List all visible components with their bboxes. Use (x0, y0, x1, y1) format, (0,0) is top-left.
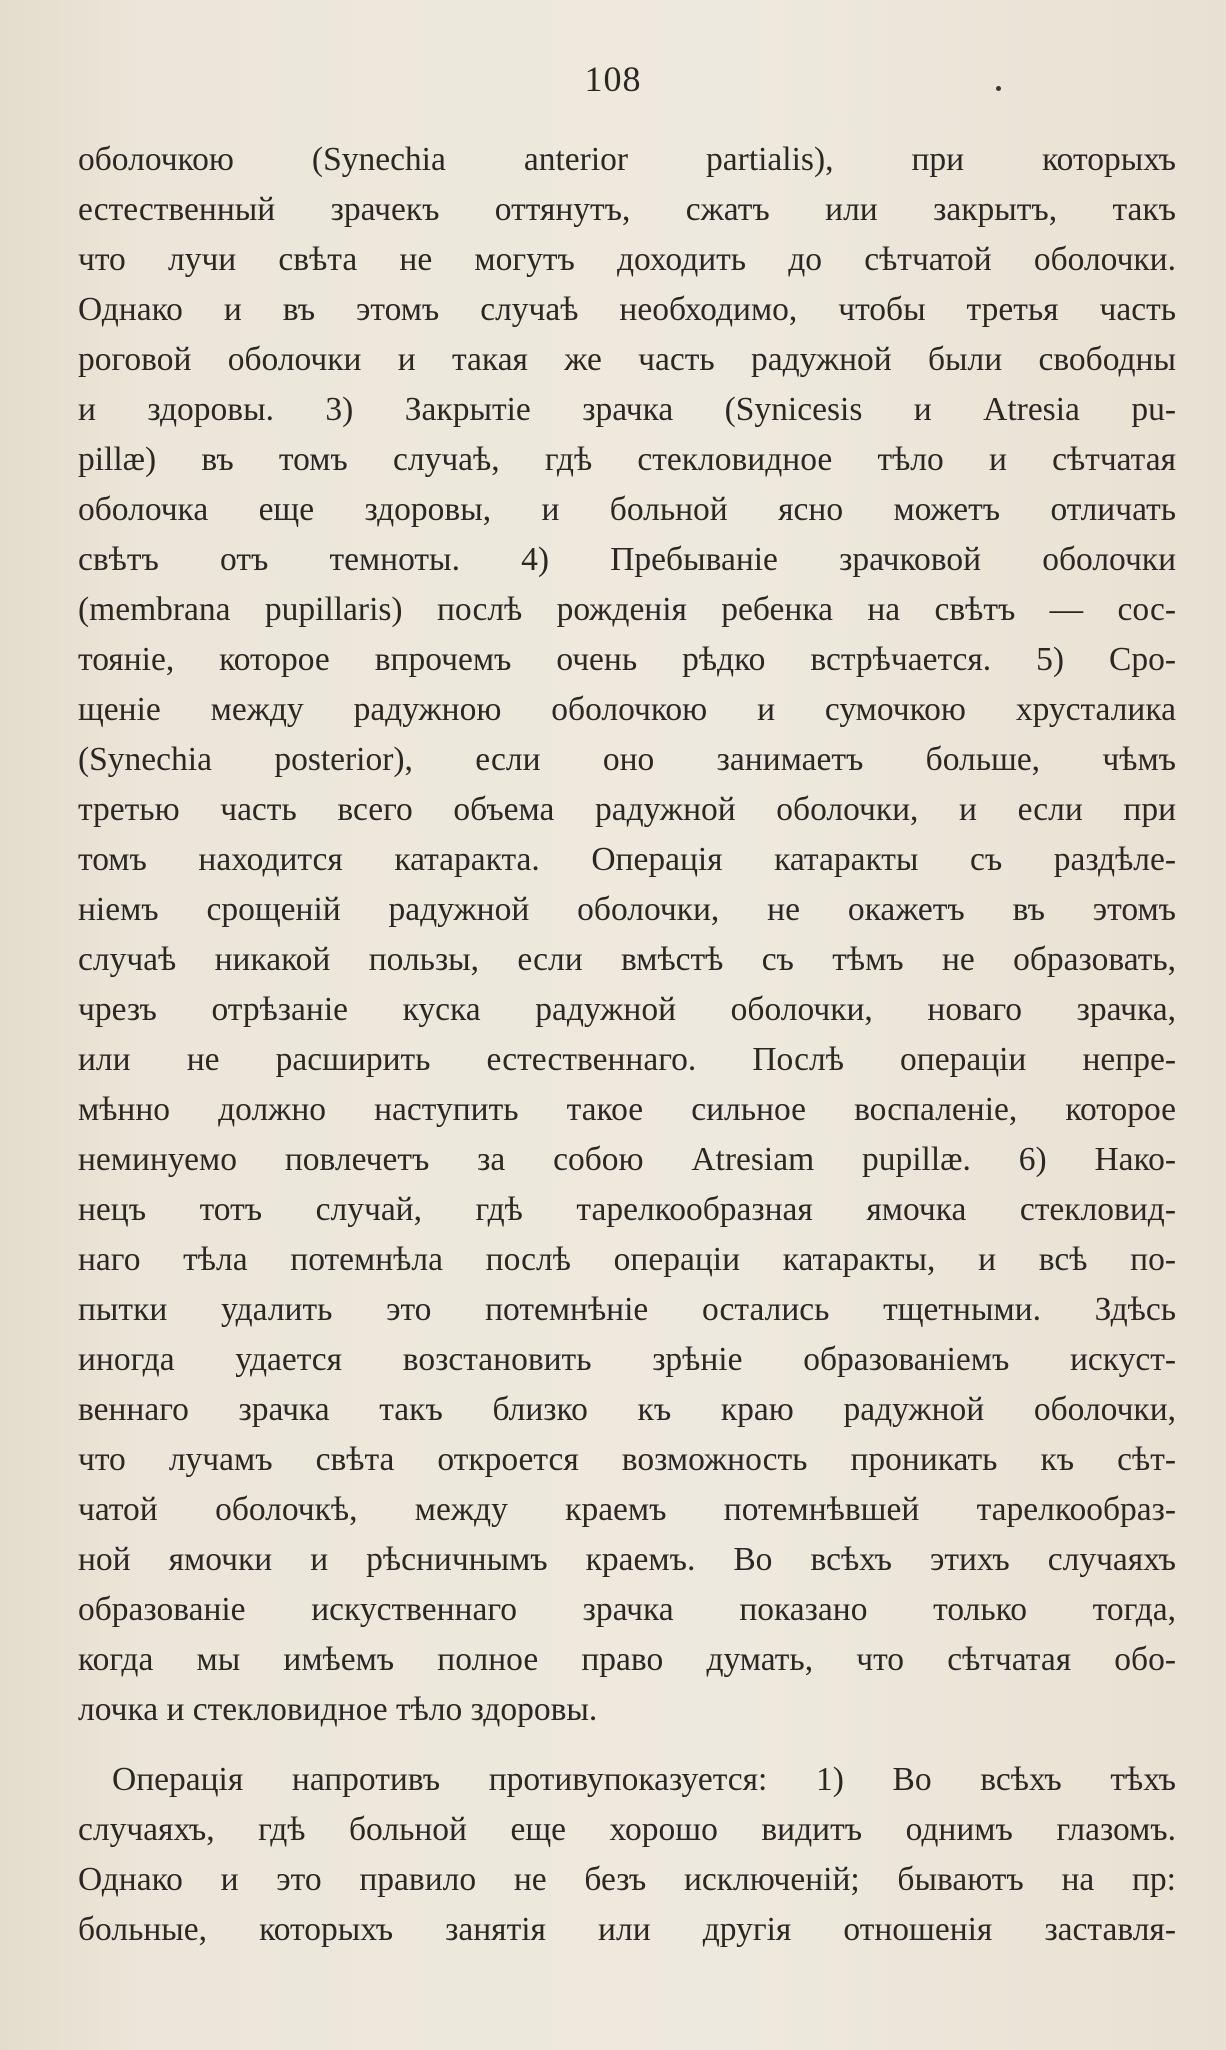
text-line: чрезъ отрѣзаніе куска радужной оболочки, новаго зрачка, (78, 991, 1176, 1028)
print-speck (996, 86, 1001, 91)
text-line: или не расширить естественнаго. Послѣ операціи непре- (78, 1041, 1176, 1078)
text-line: (membrana pupillaris) послѣ рожденія ребенка на свѣтъ — сос- (78, 591, 1176, 628)
text-line: образованіе искуственнаго зрачка показано только тогда, (78, 1591, 1176, 1628)
text-line: неминуемо повлечетъ за собою Atresiam pupillæ. 6) Нако- (78, 1141, 1176, 1178)
text-line: оболочкою (Synechia anterior partialis), при которыхъ (78, 141, 1176, 178)
text-line: свѣтъ отъ темноты. 4) Пребываніе зрачковой оболочки (78, 541, 1176, 578)
text-line: больные, которыхъ занятія или другія отношенія заставля- (78, 1911, 1176, 1948)
text-line: роговой оболочки и такая же часть радужной были свободны (78, 341, 1176, 378)
text-line: Однако и это правило не безъ исключеній; бываютъ на пр: (78, 1861, 1176, 1898)
text-line: мѣнно должно наступить такое сильное воспаленіе, которое (78, 1091, 1176, 1128)
text-line: случаяхъ, гдѣ больной еще хорошо видитъ однимъ глазомъ. (78, 1811, 1176, 1848)
text-line: иногда удается возстановить зрѣніе образованіемъ искуст- (78, 1341, 1176, 1378)
paragraph-1 (78, 135, 1176, 1735)
text-line: Однако и въ этомъ случаѣ необходимо, чтобы третья часть (78, 291, 1176, 328)
text-line: (Synechia posterior), если оно занимаетъ больше, чѣмъ (78, 741, 1176, 778)
text-line: щеніе между радужною оболочкою и сумочкою хрусталика (78, 691, 1176, 728)
text-line: что лучи свѣта не могутъ доходить до сѣтчатой оболочки. (78, 241, 1176, 278)
text-line: ніемъ срощеній радужной оболочки, не окажетъ въ этомъ (78, 891, 1176, 928)
text-line: тояніе, которое впрочемъ очень рѣдко встрѣчается. 5) Сро- (78, 641, 1176, 678)
text-line: пытки удалить это потемнѣніе остались тщетными. Здѣсь (78, 1291, 1176, 1328)
text-line: случаѣ никакой пользы, если вмѣстѣ съ тѣмъ не образовать, (78, 941, 1176, 978)
text-line: томъ находится катаракта. Операція катаракты съ раздѣле- (78, 841, 1176, 878)
page-number: 108 (584, 59, 642, 99)
text-line: и здоровы. 3) Закрытіе зрачка (Synicesis и Atresia pu- (78, 391, 1176, 428)
text-line: третью часть всего объема радужной оболочки, и если при (78, 791, 1176, 828)
text-line: ной ямочки и рѣсничнымъ краемъ. Во всѣхъ этихъ случаяхъ (78, 1541, 1176, 1578)
text-line: когда мы имѣемъ полное право думать, что сѣтчатая обо- (78, 1641, 1176, 1678)
text-line: естественный зрачекъ оттянутъ, сжатъ или закрытъ, такъ (78, 191, 1176, 228)
text-line: оболочка еще здоровы, и больной ясно можетъ отличать (78, 491, 1176, 528)
text-line: лочка и стекловидное тѣло здоровы. (78, 1691, 598, 1728)
text-line: нецъ тотъ случай, гдѣ тарелкообразная ямочка стекловид- (78, 1191, 1176, 1228)
paragraph-2 (78, 1755, 1176, 1955)
text-line: Операція напротивъ противупоказуется: 1) Во всѣхъ тѣхъ (112, 1761, 1176, 1798)
text-line: что лучамъ свѣта откроется возможность проникать къ сѣт- (78, 1441, 1176, 1478)
text-line: веннаго зрачка такъ близко къ краю радужной оболочки, (78, 1391, 1176, 1428)
text-line: чатой оболочкѣ, между краемъ потемнѣвшей тарелкообраз- (78, 1491, 1176, 1528)
text-line: pillæ) въ томъ случаѣ, гдѣ стекловидное тѣло и сѣтчатая (78, 441, 1176, 478)
text-line: наго тѣла потемнѣла послѣ операціи катаракты, и всѣ по- (78, 1241, 1176, 1278)
